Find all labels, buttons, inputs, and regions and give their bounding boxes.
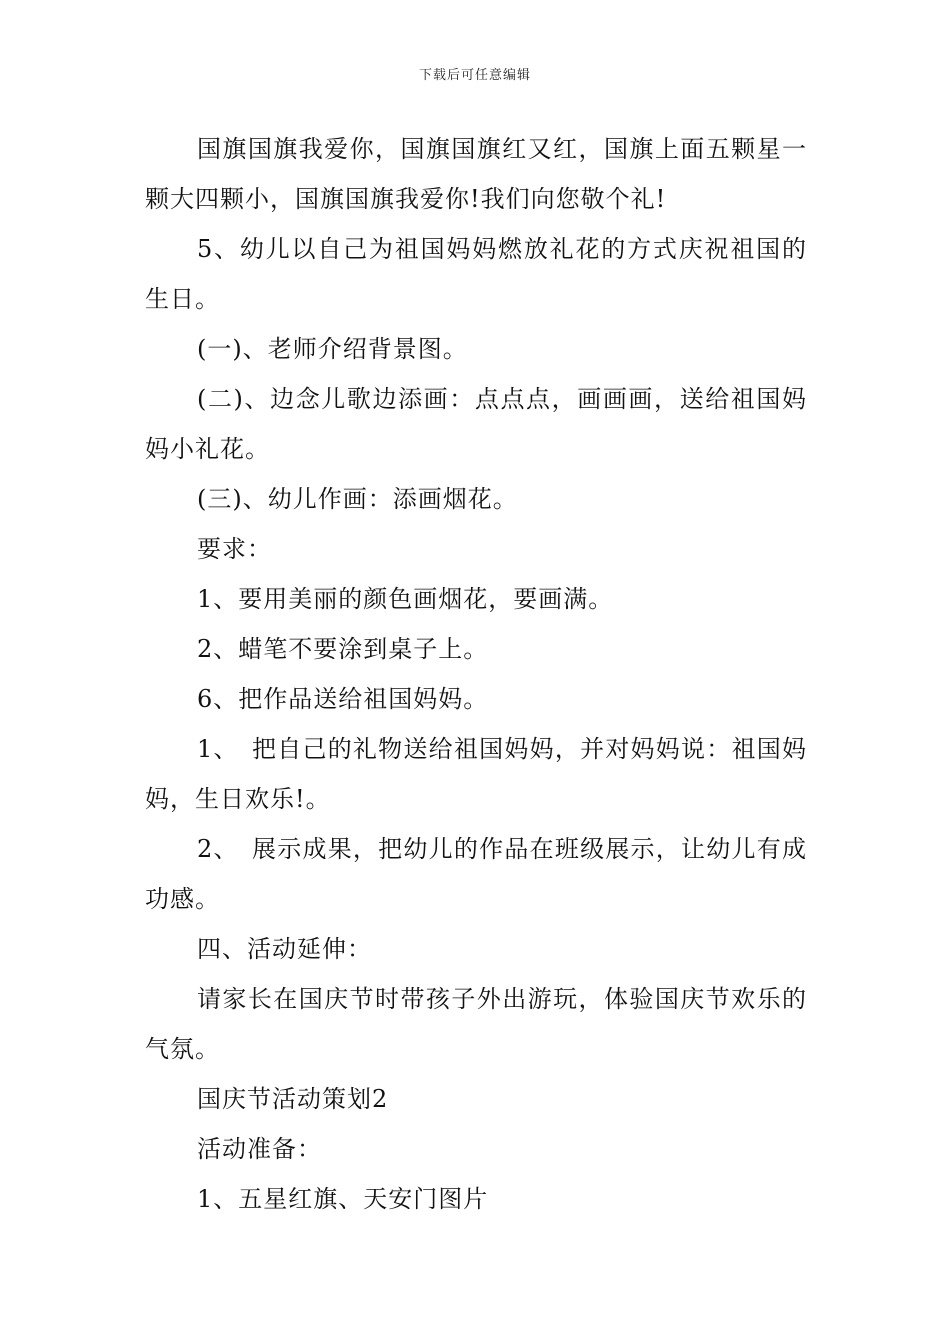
paragraph-requirement-1: 1、要用美丽的颜色画烟花，要画满。 (197, 585, 614, 613)
paragraph-flag-song: 国旗国旗我爱你，国旗国旗红又红，国旗上面五颗星一颗大四颗小，国旗国旗我爱你!我们向您敬个礼! (145, 135, 807, 213)
paragraph-plan-2-title: 国庆节活动策划2 (197, 1085, 389, 1113)
paragraph-preparation-heading: 活动准备： (197, 1135, 322, 1163)
paragraph-substep-1: (一)、老师介绍背景图。 (197, 335, 468, 363)
paragraph-substep-2: (二)、边念儿歌边添画：点点点，画画画，送给祖国妈妈小礼花。 (145, 385, 807, 463)
paragraph-requirements-heading: 要求： (197, 535, 272, 563)
paragraph-extension-heading: 四、活动延伸： (197, 935, 372, 963)
paragraph-substep-3: (三)、幼儿作画：添画烟花。 (197, 485, 518, 513)
paragraph-step-6-item-1: 1、 把自己的礼物送给祖国妈妈，并对妈妈说：祖国妈妈，生日欢乐!。 (145, 735, 807, 813)
document-body (145, 124, 807, 1224)
paragraph-step-6-item-2: 2、 展示成果，把幼儿的作品在班级展示，让幼儿有成功感。 (145, 835, 807, 913)
page-header: 下载后可任意编辑 (418, 68, 531, 83)
paragraph-extension-body: 请家长在国庆节时带孩子外出游玩，体验国庆节欢乐的气氛。 (145, 985, 807, 1063)
paragraph-step-5: 5、幼儿以自己为祖国妈妈燃放礼花的方式庆祝祖国的生日。 (145, 235, 807, 313)
paragraph-step-6: 6、把作品送给祖国妈妈。 (197, 685, 489, 713)
paragraph-preparation-item-1: 1、五星红旗、天安门图片 (197, 1185, 489, 1213)
paragraph-requirement-2: 2、蜡笔不要涂到桌子上。 (197, 635, 489, 663)
